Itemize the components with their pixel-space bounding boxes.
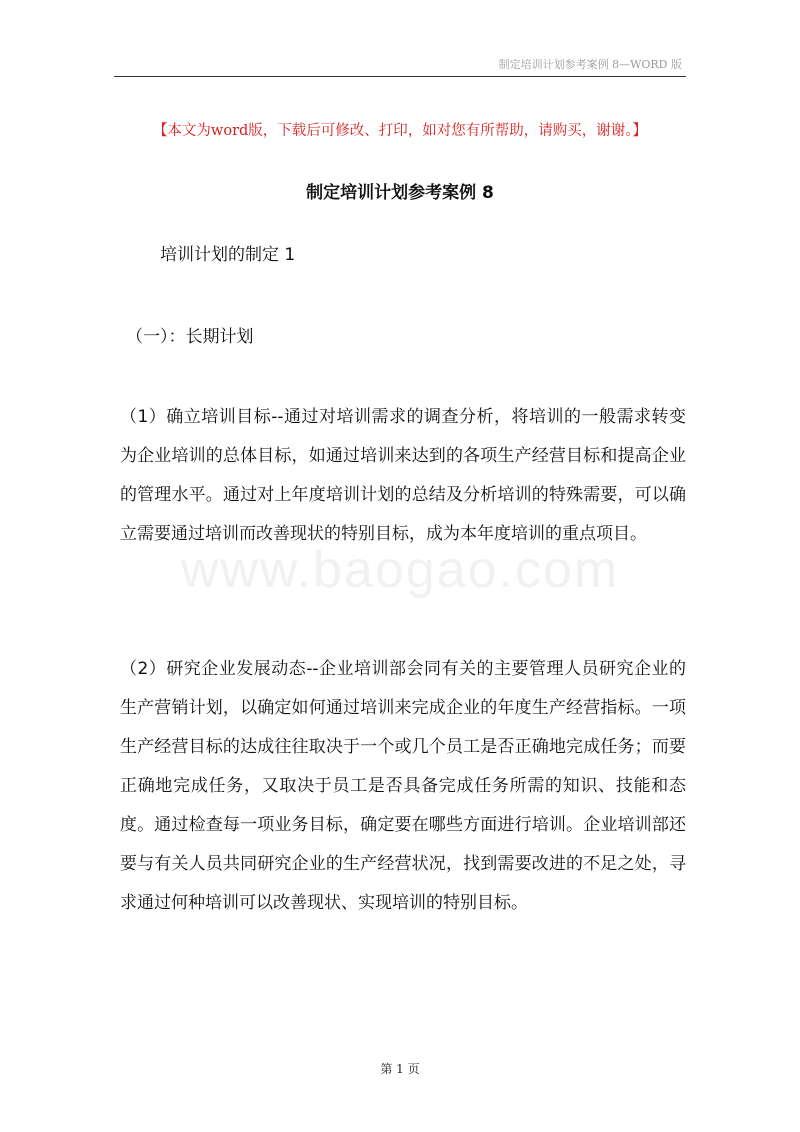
watermark: www.baogao.com (180, 541, 620, 599)
paragraph-enterprise-dynamics: （2）研究企业发展动态--企业培训部会同有关的主要管理人员研究企业的生产营销计划，以确定如何通过培训来完成企业的年度生产经营指标。一项生产经营目标的达成往往取决于一个或几个员工是否正确地完成任务；而要正确地完成任务，又取决于员工是否具备完成任务所需的知识、技能和态度。通过检查每一项业务目标，确定要在哪些方面进行培训。企业培训部还要与有关人员共同研究企业的生产经营状况，找到需要改进的不足之处，寻求通过何种培训可以改善现状、实现培训的特别目标。 (120, 659, 686, 913)
document-title: 制定培训计划参考案例 8 (306, 183, 494, 203)
page-header (114, 50, 686, 77)
document-subtitle: 培训计划的制定 1 (160, 245, 296, 265)
page-number: 第 1 页 (380, 1062, 420, 1076)
word-version-notice: 【本文为word版，下载后可修改、打印，如对您有所帮助，请购买，谢谢。】 (152, 123, 648, 139)
section-heading: （一）：长期计划 (126, 327, 254, 347)
header-text: 制定培训计划参考案例 8—WORD 版 (498, 58, 682, 71)
paragraph-training-goals: （1）确立培训目标--通过对培训需求的调查分析，将培训的一般需求转变为企业培训的总体目标，如通过培训来达到的各项生产经营目标和提高企业的管理水平。通过对上年度培训计划的总结及分析培训的特殊需要，可以确立需要通过培训而改善现状的特别目标，成为本年度培训的重点项目。 (120, 407, 686, 544)
